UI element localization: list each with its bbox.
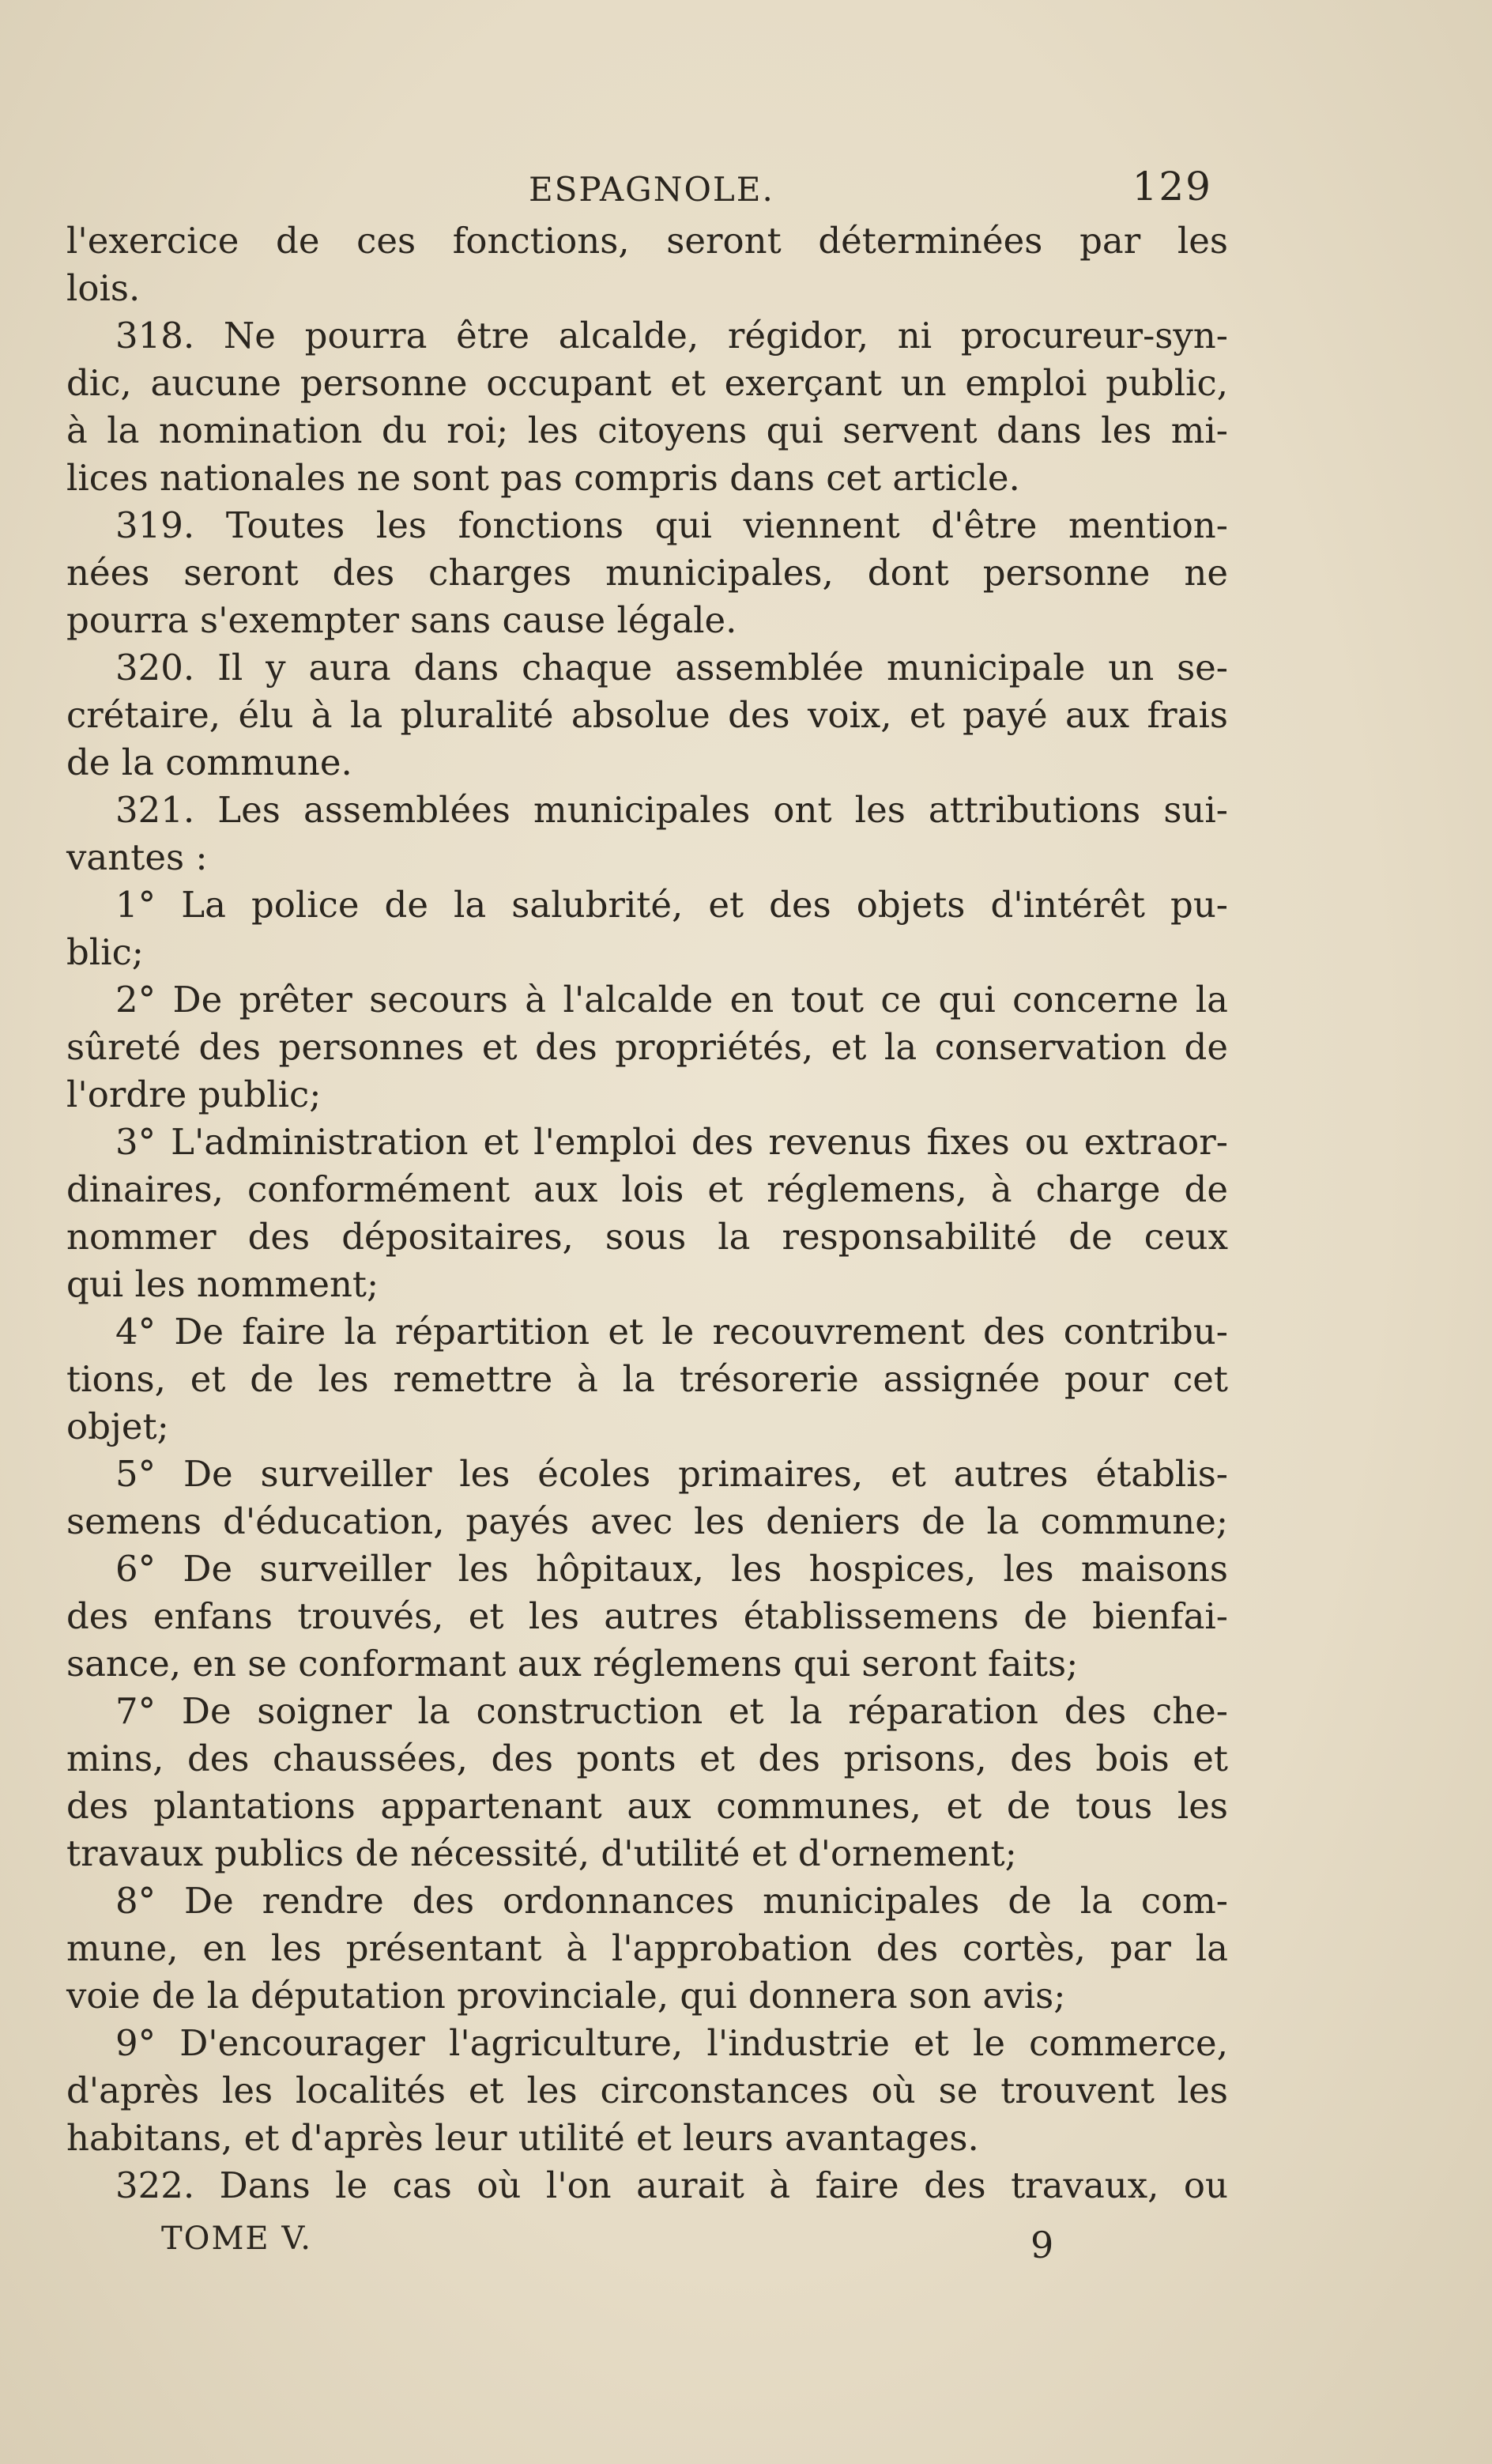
text-line: 3° L'administration et l'emploi des revenus fixes ou extraor- bbox=[115, 1121, 1228, 1163]
text-line: 2° De prêter secours à l'alcalde en tout ce qui concerne la bbox=[115, 979, 1228, 1021]
text-line: objet; bbox=[66, 1406, 169, 1447]
text-line: des enfans trouvés, et les autres établissemens de bienfai- bbox=[66, 1595, 1228, 1637]
text-line: 7° De soigner la construction et la réparation des che- bbox=[115, 1690, 1228, 1732]
text-line: mins, des chaussées, des ponts et des prisons, des bois et bbox=[66, 1738, 1228, 1779]
sheet-number: 9 bbox=[1030, 2224, 1054, 2266]
text-line: lois. bbox=[66, 267, 141, 309]
text-line: vantes : bbox=[66, 836, 208, 878]
running-head bbox=[66, 162, 1228, 217]
text-line: sûreté des personnes et des propriétés, et la conservation de bbox=[66, 1026, 1228, 1068]
page-number: 129 bbox=[1132, 164, 1212, 209]
text-line: mune, en les présentant à l'approbation des cortès, par la bbox=[66, 1927, 1228, 1969]
text-line: des plantations appartenant aux communes, et de tous les bbox=[66, 1785, 1228, 1827]
text-line: de la commune. bbox=[66, 741, 352, 783]
text-block bbox=[66, 162, 1228, 2270]
text-line: pourra s'exempter sans cause légale. bbox=[66, 599, 737, 641]
text-line: d'après les localités et les circonstances où se trouvent les bbox=[66, 2070, 1228, 2111]
text-line: nées seront des charges municipales, dont personne ne bbox=[66, 552, 1228, 594]
text-line: l'exercice de ces fonctions, seront déterminées par les bbox=[66, 220, 1228, 262]
page-footer bbox=[66, 2214, 1228, 2270]
body-text bbox=[66, 217, 1228, 2209]
text-line: 320. Il y aura dans chaque assemblée municipale un se- bbox=[115, 647, 1228, 689]
text-line: tions, et de les remettre à la trésorerie assignée pour cet bbox=[66, 1358, 1228, 1400]
text-line: dic, aucune personne occupant et exerçant un emploi public, bbox=[66, 362, 1228, 404]
text-line: lices nationales ne sont pas compris dans cet article. bbox=[66, 457, 1020, 499]
text-line: blic; bbox=[66, 931, 144, 973]
text-line: 6° De surveiller les hôpitaux, les hospices, les maisons bbox=[115, 1548, 1228, 1590]
text-line: 321. Les assemblées municipales ont les attributions sui- bbox=[115, 789, 1228, 831]
text-line: 1° La police de la salubrité, et des objets d'intérêt pu- bbox=[115, 884, 1228, 926]
text-line: crétaire, élu à la pluralité absolue des voix, et payé aux frais bbox=[66, 694, 1228, 736]
running-title: ESPAGNOLE. bbox=[529, 170, 774, 209]
text-line: 5° De surveiller les écoles primaires, et autres établis- bbox=[115, 1453, 1228, 1495]
text-line: habitans, et d'après leur utilité et leurs avantages. bbox=[66, 2117, 979, 2159]
text-line: 8° De rendre des ordonnances municipales de la com- bbox=[115, 1880, 1228, 1922]
text-line: 322. Dans le cas où l'on aurait à faire des travaux, ou bbox=[115, 2164, 1228, 2206]
text-line: semens d'éducation, payés avec les deniers de la commune; bbox=[66, 1500, 1228, 1542]
text-line: voie de la députation provinciale, qui donnera son avis; bbox=[66, 1975, 1066, 2017]
signature-mark: TOME V. bbox=[161, 2221, 312, 2257]
text-line: travaux publics de nécessité, d'utilité et d'ornement; bbox=[66, 1832, 1017, 1874]
text-line: l'ordre public; bbox=[66, 1074, 322, 1115]
text-line: qui les nomment; bbox=[66, 1263, 379, 1305]
text-line: 9° D'encourager l'agriculture, l'industrie et le commerce, bbox=[115, 2022, 1228, 2064]
text-line: nommer des dépositaires, sous la responsabilité de ceux bbox=[66, 1216, 1228, 1258]
text-line: 318. Ne pourra être alcalde, régidor, ni procureur-syn- bbox=[115, 315, 1228, 357]
text-line: 319. Toutes les fonctions qui viennent d'être mention- bbox=[115, 504, 1228, 546]
text-line: 4° De faire la répartition et le recouvrement des contribu- bbox=[115, 1311, 1228, 1353]
text-line: dinaires, conformément aux lois et réglemens, à charge de bbox=[66, 1168, 1228, 1210]
text-line: sance, en se conformant aux réglemens qui seront faits; bbox=[66, 1643, 1079, 1685]
text-line: à la nomination du roi; les citoyens qui servent dans les mi- bbox=[66, 409, 1228, 451]
